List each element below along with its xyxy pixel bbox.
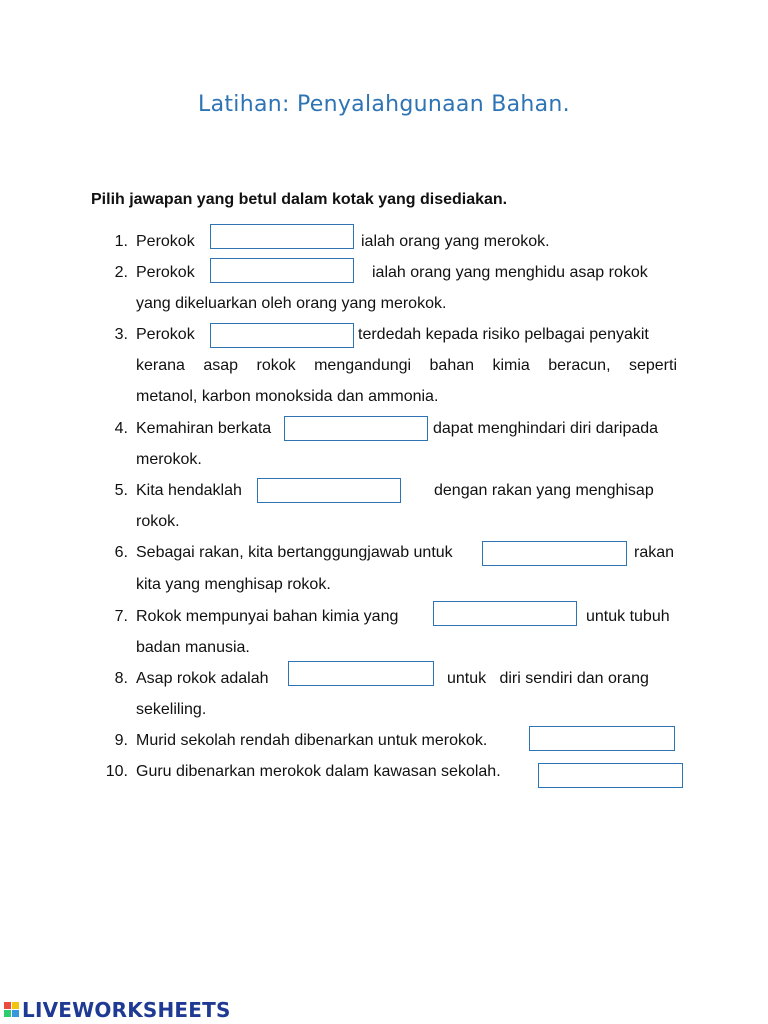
question-number: 9. (114, 732, 128, 749)
question-text-after: ialah orang yang merokok. (361, 233, 550, 250)
question-text-after: untuk diri sendiri dan orang (447, 670, 649, 687)
instruction-text: Pilih jawapan yang betul dalam kotak yang disediakan. (91, 191, 508, 208)
answer-box-10[interactable] (538, 763, 683, 788)
question-number: 4. (114, 420, 128, 437)
question-text-before: Sebagai rakan, kita bertanggungjawab untuk (136, 544, 453, 561)
question-text-before: Perokok (136, 233, 195, 250)
question-text-after: ialah orang yang menghidu asap rokok (372, 264, 648, 281)
question-text-continued: metanol, karbon monoksida dan ammonia. (136, 388, 439, 405)
question-text-after: dapat menghindari diri daripada (433, 420, 659, 437)
answer-box-3[interactable] (210, 323, 354, 348)
question-text-before: Perokok (136, 264, 195, 281)
question-text-after: dengan rakan yang menghisap (434, 482, 654, 499)
question-text-before: Asap rokok adalah (136, 670, 269, 687)
question-text-before: Guru dibenarkan merokok dalam kawasan sekolah. (136, 763, 501, 780)
question-number: 3. (114, 326, 128, 343)
question-text-continued: badan manusia. (136, 639, 250, 656)
answer-box-7[interactable] (433, 601, 577, 626)
question-text-continued: sekeliling. (136, 701, 207, 718)
question-text-before: Kemahiran berkata (136, 420, 272, 437)
question-text-after: rakan (634, 544, 675, 561)
footer-logo[interactable] (4, 997, 231, 1023)
answer-box-2[interactable] (210, 258, 354, 283)
answer-box-6[interactable] (482, 541, 627, 566)
question-number: 1. (114, 233, 128, 250)
answer-box-5[interactable] (257, 478, 401, 503)
question-number: 10. (105, 763, 128, 780)
question-text-continued: kerana asap rokok mengandungi bahan kimia beracun, seperti (136, 357, 677, 374)
answer-box-8[interactable] (288, 661, 434, 686)
answer-box-1[interactable] (210, 224, 354, 249)
question-text-continued: rokok. (136, 513, 180, 530)
question-text-before: Kita hendaklah (136, 482, 242, 499)
answer-box-4[interactable] (284, 416, 428, 441)
question-text-before: Murid sekolah rendah dibenarkan untuk merokok. (136, 732, 488, 749)
question-text-before: Rokok mempunyai bahan kimia yang (136, 608, 399, 625)
question-number: 2. (114, 264, 128, 281)
question-number: 7. (114, 608, 128, 625)
question-text-continued: yang dikeluarkan oleh orang yang merokok. (136, 295, 447, 312)
logo-text: LIVEWORKSHEETS (22, 998, 231, 1022)
liveworksheets-logo-icon (4, 1002, 20, 1018)
question-text-before: Perokok (136, 326, 195, 343)
question-number: 8. (114, 670, 128, 687)
answer-box-9[interactable] (529, 726, 675, 751)
question-number: 6. (114, 544, 128, 561)
question-text-continued: kita yang menghisap rokok. (136, 576, 331, 593)
question-number: 5. (114, 482, 128, 499)
question-text-after: terdedah kepada risiko pelbagai penyakit (358, 326, 649, 343)
question-text-continued: merokok. (136, 451, 202, 468)
worksheet-title: Latihan: Penyalahgunaan Bahan. (198, 92, 570, 117)
question-text-after: untuk tubuh (586, 608, 670, 625)
